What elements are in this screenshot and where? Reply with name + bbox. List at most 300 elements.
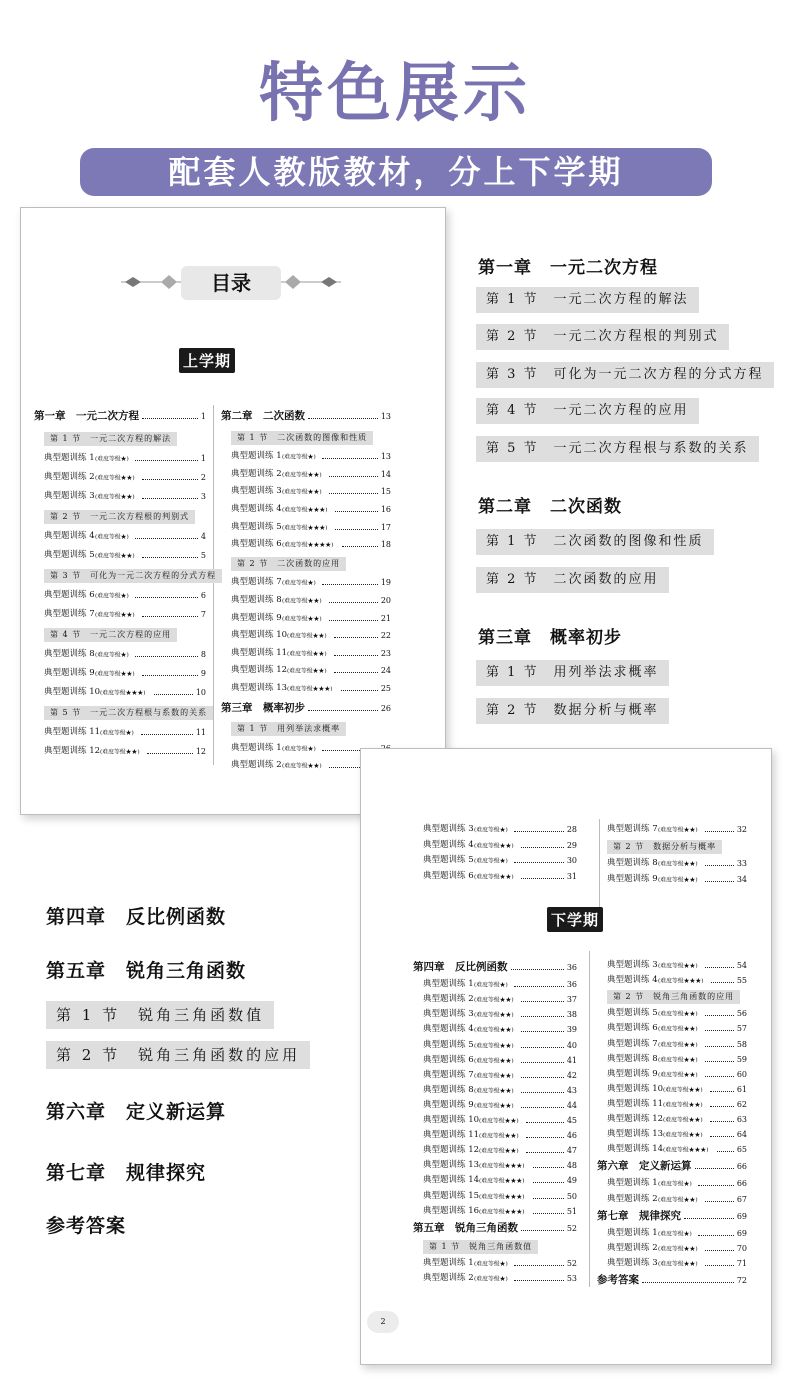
toc-page: 21 [380, 613, 391, 623]
toc-page: 17 [380, 522, 391, 532]
toc-leader [329, 476, 378, 477]
toc-label: 典型题训练 5 [231, 521, 282, 532]
toc-label: 典型题训练 4 [423, 1024, 474, 1035]
toc-difficulty: (难度等级★★) [100, 747, 140, 756]
toc-label: 典型题训练 3 [44, 490, 95, 501]
toc-difficulty: (难度等级★) [473, 1259, 508, 1268]
toc-leader [142, 418, 198, 419]
toc-page: 33 [736, 859, 747, 868]
toc-section: 第 1 节 锐角三角函数值 [423, 1240, 538, 1254]
toc-difficulty: (难度等级★) [281, 453, 316, 461]
toc-page: 65 [736, 1145, 747, 1155]
toc-leader [514, 1265, 564, 1266]
toc-label: 典型题训练 1 [607, 1178, 658, 1189]
toc-section: 第 2 节 二次函数的应用 [476, 567, 669, 593]
toc-entry [44, 471, 206, 483]
toc-label: 典型题训练 5 [423, 1039, 474, 1050]
toc-difficulty: (难度等级★★) [657, 1070, 698, 1078]
toc-label: 典型题训练 9 [231, 612, 282, 623]
toc-difficulty: (难度等级★★) [281, 470, 322, 478]
toc-difficulty: (难度等级★★) [281, 597, 322, 605]
toc-leader [705, 1046, 734, 1047]
toc-label: 典型题训练 9 [607, 1068, 658, 1079]
toc-leader [521, 1047, 564, 1048]
toc-page: 71 [736, 1258, 747, 1268]
toc-entry [231, 647, 391, 659]
toc-entry [423, 1099, 577, 1111]
toc-page: 16 [380, 505, 391, 514]
toc-page: 31 [566, 871, 577, 881]
toc-page: 46 [566, 1131, 577, 1141]
toc-label: 典型题训练 2 [607, 1193, 658, 1204]
toc-entry [44, 490, 206, 502]
toc-page: 34 [736, 874, 747, 884]
toc-label: 典型题训练 7 [607, 1038, 658, 1049]
toc-chapter [221, 700, 391, 714]
toc-label: 典型题训练 10 [44, 686, 101, 697]
toc-chapter [413, 959, 577, 973]
toc-entry [423, 1159, 577, 1171]
toc-page: 22 [380, 631, 391, 641]
toc-entry [607, 1143, 747, 1155]
toc-entry [423, 1205, 577, 1217]
toc-page: 67 [736, 1194, 747, 1204]
toc-entry [607, 823, 747, 835]
toc-entry [231, 664, 391, 676]
toc-label: 典型题训练 1 [231, 742, 282, 753]
toc-entry [607, 1113, 747, 1125]
toc-entry [607, 1177, 747, 1189]
toc-entry [44, 745, 206, 757]
toc-leader [334, 637, 378, 638]
toc-chapter [597, 1158, 747, 1172]
toc-leader [308, 418, 378, 419]
toc-label: 第七章 规律探究 [597, 1209, 681, 1222]
toc-difficulty: (难度等级★★) [287, 649, 327, 657]
toc-leader [334, 655, 378, 656]
toc-difficulty: (难度等级★★) [473, 1011, 514, 1019]
toc-label: 第五章 锐角三角函数 [413, 1221, 518, 1234]
toc-difficulty: (难度等级★★) [479, 1132, 519, 1140]
toc-entry [44, 549, 206, 561]
toc-page: 66 [736, 1179, 747, 1189]
toc-entry [423, 1114, 577, 1126]
toc-leader [705, 1030, 734, 1031]
toc-page: 60 [736, 1069, 747, 1079]
toc-difficulty: (难度等级★★★) [100, 688, 146, 696]
toc-label: 典型题训练 11 [231, 647, 288, 658]
toc-label: 第三章 概率初步 [221, 701, 305, 714]
term-badge: 下学期 [547, 907, 603, 932]
toc-difficulty: (难度等级★★★) [281, 506, 328, 514]
toc-entry [44, 608, 206, 620]
toc-page: 11 [195, 728, 206, 738]
toc-difficulty: (难度等级★★★) [281, 523, 328, 531]
toc-page: 26 [380, 703, 391, 713]
toc-label: 第六章 定义新运算 [597, 1160, 692, 1173]
toc-entry [423, 978, 577, 990]
toc-page: 13 [380, 412, 391, 421]
toc-leader [521, 1031, 564, 1032]
toc-entry [423, 1069, 577, 1081]
toc-section: 第 1 节 用列举法求概率 [476, 660, 669, 686]
toc-chapter [413, 1220, 577, 1234]
toc-entry [607, 857, 747, 869]
toc-leader [521, 1092, 564, 1093]
toc-difficulty: (难度等级★★) [479, 1147, 519, 1155]
toc-label: 典型题训练 12 [44, 745, 101, 756]
toc-label: 典型题训练 3 [607, 1257, 658, 1268]
toc-page: 51 [566, 1206, 577, 1216]
toc-difficulty: (难度等级★) [473, 826, 508, 834]
toc-label: 典型题训练 1 [423, 1257, 474, 1268]
toc-page: 64 [736, 1130, 747, 1140]
toc-difficulty: (难度等级★★★) [479, 1207, 525, 1215]
toc-page: 5 [200, 550, 206, 560]
toc-page: 40 [566, 1040, 577, 1050]
toc-leader [526, 1122, 564, 1123]
toc-leader [141, 734, 193, 735]
toc-leader [322, 584, 378, 585]
toc-leader [142, 557, 198, 558]
toc-label: 典型题训练 9 [423, 1099, 474, 1110]
toc-leader [705, 831, 734, 832]
toc-page: 44 [566, 1100, 577, 1110]
toc-entry [423, 1008, 577, 1020]
toc-leader [135, 656, 198, 657]
toc-label: 典型题训练 3 [423, 824, 474, 834]
toc-page: 1 [200, 412, 206, 421]
toc-chapter [221, 408, 391, 422]
toc-label: 典型题训练 4 [231, 504, 282, 514]
toc-section: 第 5 节 一元二次方程根与系数的关系 [476, 436, 759, 462]
toc-difficulty: (难度等级★) [281, 579, 316, 587]
toc-page: 7 [200, 610, 206, 619]
toc-difficulty: (难度等级★) [94, 651, 129, 659]
toc-leader [526, 1137, 564, 1138]
toc-leader [514, 986, 564, 987]
toc-difficulty: (难度等级★★★) [479, 1177, 525, 1185]
toc-page: 29 [566, 840, 577, 850]
toc-leader [135, 538, 198, 539]
toc-leader [335, 529, 378, 530]
toc-section: 第 2 节 锐角三角函数的应用 [607, 990, 740, 1004]
toc-difficulty: (难度等级★★) [281, 488, 322, 496]
toc-difficulty: (难度等级★) [473, 857, 508, 865]
toc-page: 52 [566, 1258, 577, 1268]
term-badge: 上学期 [179, 348, 235, 373]
toc-label: 典型题训练 1 [607, 1227, 658, 1238]
toc-section: 第 2 节 数据分析与概率 [476, 698, 669, 724]
toc-label: 典型题训练 3 [231, 486, 282, 497]
toc-page: 36 [566, 980, 577, 990]
toc-page: 42 [566, 1070, 577, 1080]
toc-leader [698, 1185, 734, 1186]
toc-leader [705, 1015, 734, 1016]
toc-label: 典型题训练 1 [44, 453, 95, 464]
toc-difficulty: (难度等级★★) [473, 1071, 514, 1079]
toc-difficulty: (难度等级★★★) [479, 1192, 525, 1200]
toc-entry [423, 1023, 577, 1035]
toc-entry [44, 648, 206, 660]
toc-difficulty: (难度等级★★) [94, 611, 135, 619]
toc-chapter [597, 1208, 747, 1222]
toc-section: 第 4 节 一元二次方程的应用 [476, 398, 699, 424]
toc-chapter: 第七章 规律探究 [46, 1162, 207, 1184]
toc-page: 15 [380, 487, 391, 497]
toc-leader [521, 1001, 564, 1002]
toc-difficulty: (难度等级★★) [473, 1086, 514, 1094]
toc-page: 55 [736, 976, 747, 986]
toc-label: 第二章 二次函数 [221, 410, 305, 422]
toc-label: 典型题训练 6 [607, 1023, 658, 1034]
toc-entry [607, 974, 747, 986]
toc-page: 19 [380, 578, 391, 588]
toc-page: 54 [736, 961, 747, 970]
toc-label: 典型题训练 3 [607, 960, 658, 970]
toc-page: 39 [566, 1025, 577, 1035]
toc-label: 典型题训练 4 [44, 531, 95, 542]
toc-difficulty: (难度等级★★★) [287, 685, 333, 693]
subtitle-banner: 配套人教版教材，分上下学期 [80, 148, 712, 196]
toc-difficulty: (难度等级★★★★) [281, 541, 333, 549]
toc-label: 典型题训练 15 [423, 1190, 480, 1201]
toc-chapter: 第四章 反比例函数 [46, 906, 227, 928]
toc-entry [423, 1084, 577, 1096]
toc-entry [423, 1174, 577, 1186]
toc-entry [423, 1039, 577, 1051]
toc-leader [705, 1201, 734, 1202]
toc-page: 32 [736, 825, 747, 834]
column-divider [589, 951, 590, 1287]
toc-entry [423, 1144, 577, 1156]
toc-entry [231, 485, 391, 497]
toc-section: 第 2 节 数据分析与概率 [607, 840, 722, 854]
toc-label: 典型题训练 13 [231, 683, 288, 693]
toc-label: 第一章 一元二次方程 [34, 410, 139, 422]
toc-leader [142, 479, 198, 480]
toc-difficulty: (难度等级★★) [657, 826, 698, 834]
toc-page: 14 [380, 469, 391, 479]
toc-label: 典型题训练 4 [607, 975, 658, 986]
toc-label: 典型题训练 7 [44, 609, 95, 619]
toc-page: 49 [566, 1176, 577, 1186]
toc-difficulty: (难度等级★★) [94, 670, 135, 678]
toc-page-upper [20, 207, 446, 815]
toc-leader [514, 831, 564, 832]
toc-label: 典型题训练 2 [231, 468, 282, 479]
toc-page: 72 [736, 1276, 747, 1285]
toc-page: 45 [566, 1116, 577, 1125]
toc-leader [710, 1121, 734, 1122]
toc-page: 48 [566, 1161, 577, 1171]
toc-label: 典型题训练 7 [423, 1069, 474, 1080]
toc-page: 3 [200, 491, 206, 501]
toc-entry [607, 1083, 747, 1095]
toc-section: 第 2 节 一元二次方程根的判别式 [44, 510, 195, 524]
toc-section: 第 1 节 一元二次方程的解法 [476, 287, 699, 313]
toc-leader [329, 602, 378, 603]
toc-leader [329, 620, 378, 621]
toc-section: 第 3 节 可化为一元二次方程的分式方程 [476, 362, 774, 388]
toc-entry [607, 1098, 747, 1110]
toc-section: 第 3 节 可化为一元二次方程的分式方程 [44, 569, 222, 583]
toc-leader [684, 1218, 734, 1219]
toc-difficulty: (难度等级★★★) [657, 977, 704, 985]
toc-leader [642, 1282, 734, 1283]
toc-entry [231, 450, 391, 462]
toc-difficulty: (难度等级★★) [657, 962, 698, 970]
toc-page: 1 [200, 454, 206, 464]
toc-leader [322, 458, 378, 459]
toc-difficulty: (难度等级★★) [663, 1100, 703, 1109]
toc-label: 典型题训练 9 [607, 873, 658, 884]
toc-label: 典型题训练 4 [423, 839, 474, 850]
toc-label: 典型题训练 6 [231, 539, 282, 550]
toc-leader [705, 865, 734, 866]
toc-label: 典型题训练 8 [44, 649, 95, 660]
toc-difficulty: (难度等级★★) [657, 1055, 698, 1063]
toc-page: 69 [736, 1211, 747, 1221]
toc-entry [231, 682, 391, 694]
toc-entry [423, 870, 577, 882]
toc-difficulty: (难度等级★) [100, 729, 134, 737]
toc-page: 59 [736, 1054, 747, 1064]
toc-section: 第 2 节 锐角三角函数的应用 [46, 1041, 310, 1069]
toc-section: 第 4 节 一元二次方程的应用 [44, 628, 177, 642]
toc-page: 36 [566, 963, 577, 972]
toc-chapter: 第五章 锐角三角函数 [46, 960, 247, 982]
toc-entry [44, 667, 206, 679]
toc-entry [423, 1054, 577, 1066]
toc-label: 典型题训练 5 [423, 855, 474, 865]
toc-leader [342, 546, 378, 547]
toc-leader [335, 511, 378, 512]
toc-entry [607, 1193, 747, 1205]
toc-chapter: 第二章 二次函数 [478, 497, 622, 517]
toc-heading: 目录 [181, 266, 281, 300]
toc-label: 典型题训练 2 [607, 1242, 658, 1253]
toc-chapter: 第六章 定义新运算 [46, 1101, 227, 1123]
toc-difficulty: (难度等级★) [657, 1180, 692, 1188]
toc-difficulty: (难度等级★★) [281, 614, 322, 622]
toc-page: 18 [380, 540, 391, 550]
toc-label: 典型题训练 10 [231, 630, 288, 641]
toc-page: 57 [736, 1024, 747, 1034]
toc-leader [511, 969, 564, 970]
toc-entry [44, 530, 206, 542]
toc-leader [329, 493, 378, 494]
toc-label: 典型题训练 10 [423, 1115, 480, 1125]
toc-label: 典型题训练 6 [423, 870, 474, 881]
toc-label: 典型题训练 9 [44, 668, 95, 679]
toc-page: 61 [736, 1084, 747, 1094]
toc-leader [705, 881, 734, 882]
toc-leader [705, 1061, 734, 1062]
toc-difficulty: (难度等级★) [473, 981, 508, 989]
toc-label: 典型题训练 14 [423, 1175, 480, 1186]
toc-entry [423, 993, 577, 1005]
toc-difficulty: (难度等级★★) [657, 1259, 698, 1268]
toc-difficulty: (难度等级★★) [473, 1056, 514, 1064]
toc-leader [308, 710, 378, 711]
toc-entry [44, 726, 206, 738]
toc-difficulty: (难度等级★★) [663, 1131, 703, 1139]
toc-label: 第四章 反比例函数 [413, 961, 508, 973]
toc-difficulty: (难度等级★) [94, 592, 129, 600]
toc-page-lower [360, 748, 772, 1365]
toc-entry [231, 503, 391, 515]
toc-leader [533, 1167, 564, 1168]
toc-leader [341, 690, 378, 691]
toc-leader [526, 1152, 564, 1153]
toc-page: 41 [566, 1055, 577, 1065]
toc-leader [154, 694, 193, 695]
toc-difficulty: (难度等级★) [657, 1229, 692, 1237]
toc-entry [231, 612, 391, 624]
toc-entry [44, 452, 206, 464]
toc-leader [521, 878, 564, 879]
toc-page: 62 [736, 1099, 747, 1109]
toc-page: 53 [566, 1274, 577, 1283]
toc-page: 9 [200, 669, 206, 679]
toc-entry [423, 839, 577, 851]
toc-label: 典型题训练 5 [44, 549, 95, 560]
toc-difficulty: (难度等级★★) [657, 860, 698, 868]
toc-leader [135, 460, 198, 461]
toc-section: 第 2 节 二次函数的应用 [231, 557, 346, 571]
toc-label: 典型题训练 7 [607, 824, 658, 834]
toc-section: 第 1 节 用列举法求概率 [231, 722, 346, 736]
toc-label: 典型题训练 11 [44, 727, 101, 738]
toc-label: 典型题训练 10 [607, 1083, 664, 1094]
toc-section: 第 2 节 一元二次方程根的判别式 [476, 324, 729, 350]
toc-chapter [34, 408, 206, 422]
toc-entry [423, 823, 577, 835]
toc-page: 2 [200, 473, 206, 483]
toc-difficulty: (难度等级★★) [473, 1041, 514, 1049]
toc-entry [231, 468, 391, 480]
toc-difficulty: (难度等级★★) [663, 1116, 703, 1124]
toc-leader [521, 1062, 564, 1063]
toc-page: 58 [736, 1039, 747, 1049]
toc-section: 第 1 节 二次函数的图像和性质 [231, 431, 373, 445]
toc-entry [423, 854, 577, 866]
toc-page: 47 [566, 1146, 577, 1156]
toc-entry [607, 1007, 747, 1019]
toc-entry [44, 686, 206, 698]
toc-leader [521, 1016, 564, 1017]
toc-section: 第 1 节 锐角三角函数值 [46, 1001, 274, 1029]
toc-page: 24 [380, 666, 391, 676]
toc-label: 典型题训练 12 [231, 665, 288, 676]
toc-page: 63 [736, 1115, 747, 1124]
toc-label: 典型题训练 11 [607, 1098, 664, 1109]
toc-label: 典型题训练 12 [607, 1114, 664, 1124]
toc-entry [607, 1242, 747, 1254]
toc-label: 典型题训练 2 [423, 1273, 474, 1283]
toc-page: 37 [566, 995, 577, 1005]
toc-difficulty: (难度等级★★) [287, 667, 327, 675]
toc-leader [705, 1265, 734, 1266]
toc-label: 典型题训练 13 [423, 1160, 480, 1171]
toc-leader [521, 1230, 564, 1231]
toc-entry [44, 589, 206, 601]
toc-label: 典型题训练 2 [44, 472, 95, 483]
toc-label: 典型题训练 8 [607, 1053, 658, 1064]
toc-label: 参考答案 [597, 1274, 639, 1286]
toc-chapter: 第一章 一元二次方程 [478, 258, 658, 278]
